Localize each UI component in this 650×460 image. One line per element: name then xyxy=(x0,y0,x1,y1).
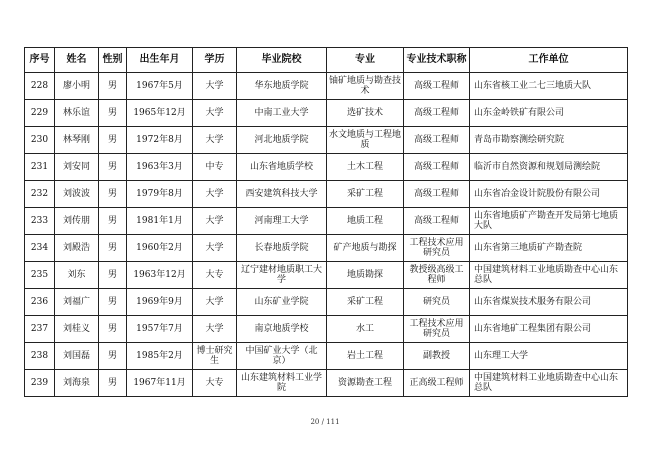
cell-education: 博士研究生 xyxy=(193,343,237,370)
cell-birth: 1963年12月 xyxy=(127,262,193,289)
cell-employer: 中国建筑材料工业地质勘查中心山东总队 xyxy=(470,262,628,289)
cell-serial: 234 xyxy=(25,235,55,262)
cell-education: 大专 xyxy=(193,370,237,397)
cell-birth: 1985年2月 xyxy=(127,343,193,370)
cell-employer: 中国建筑材料工业地质勘查中心山东总队 xyxy=(470,370,628,397)
cell-name: 刘东 xyxy=(55,262,99,289)
cell-title: 工程技术应用研究员 xyxy=(404,316,470,343)
cell-title: 正高级工程师 xyxy=(404,370,470,397)
cell-title: 副教授 xyxy=(404,343,470,370)
cell-gender: 男 xyxy=(99,370,127,397)
cell-name: 刘安同 xyxy=(55,154,99,181)
cell-education: 大学 xyxy=(193,289,237,316)
cell-major: 地质工程 xyxy=(327,208,404,235)
header-birth: 出生年月 xyxy=(127,48,193,73)
table-row xyxy=(25,127,628,154)
cell-education: 大学 xyxy=(193,316,237,343)
cell-title: 研究员 xyxy=(404,289,470,316)
cell-employer: 山东金岭铁矿有限公司 xyxy=(470,100,628,127)
header-major: 专业 xyxy=(327,48,404,73)
cell-name: 刘桂义 xyxy=(55,316,99,343)
cell-title: 高级工程师 xyxy=(404,100,470,127)
cell-education: 大学 xyxy=(193,235,237,262)
cell-serial: 232 xyxy=(25,181,55,208)
cell-name: 刘福广 xyxy=(55,289,99,316)
cell-gender: 男 xyxy=(99,208,127,235)
table-row xyxy=(25,343,628,370)
cell-employer: 山东省冶金设计院股份有限公司 xyxy=(470,181,628,208)
cell-employer: 山东省煤炭技术服务有限公司 xyxy=(470,289,628,316)
cell-birth: 1972年8月 xyxy=(127,127,193,154)
cell-school: 山东建筑材料工业学院 xyxy=(237,370,327,397)
cell-serial: 230 xyxy=(25,127,55,154)
cell-school: 山东省地质学校 xyxy=(237,154,327,181)
cell-school: 长春地质学院 xyxy=(237,235,327,262)
cell-title: 高级工程师 xyxy=(404,73,470,100)
table-row xyxy=(25,154,628,181)
cell-title: 高级工程师 xyxy=(404,181,470,208)
header-gender: 性别 xyxy=(99,48,127,73)
cell-major: 水文地质与工程地质 xyxy=(327,127,404,154)
header-title: 专业技术职称 xyxy=(404,48,470,73)
cell-serial: 231 xyxy=(25,154,55,181)
cell-gender: 男 xyxy=(99,235,127,262)
cell-school: 西安建筑科技大学 xyxy=(237,181,327,208)
header-education: 学历 xyxy=(193,48,237,73)
cell-education: 大专 xyxy=(193,262,237,289)
cell-gender: 男 xyxy=(99,100,127,127)
cell-serial: 238 xyxy=(25,343,55,370)
cell-school: 南京地质学校 xyxy=(237,316,327,343)
cell-serial: 237 xyxy=(25,316,55,343)
cell-name: 廖小明 xyxy=(55,73,99,100)
table-row xyxy=(25,235,628,262)
cell-employer: 山东省第三地质矿产勘查院 xyxy=(470,235,628,262)
cell-title: 高级工程师 xyxy=(404,154,470,181)
table-row xyxy=(25,73,628,100)
cell-name: 刘国磊 xyxy=(55,343,99,370)
cell-school: 华东地质学院 xyxy=(237,73,327,100)
cell-gender: 男 xyxy=(99,262,127,289)
cell-school: 山东矿业学院 xyxy=(237,289,327,316)
cell-name: 刘波波 xyxy=(55,181,99,208)
cell-school: 河北地质学院 xyxy=(237,127,327,154)
cell-school: 中南工业大学 xyxy=(237,100,327,127)
cell-education: 大学 xyxy=(193,100,237,127)
table-header-row xyxy=(25,48,628,73)
cell-school: 中国矿业大学（北京） xyxy=(237,343,327,370)
cell-serial: 228 xyxy=(25,73,55,100)
cell-gender: 男 xyxy=(99,316,127,343)
table-row xyxy=(25,208,628,235)
table-row xyxy=(25,316,628,343)
cell-employer: 山东省地矿工程集团有限公司 xyxy=(470,316,628,343)
cell-name: 林乐谊 xyxy=(55,100,99,127)
cell-title: 高级工程师 xyxy=(404,208,470,235)
cell-gender: 男 xyxy=(99,73,127,100)
cell-employer: 山东理工大学 xyxy=(470,343,628,370)
cell-major: 采矿工程 xyxy=(327,289,404,316)
cell-title: 工程技术应用研究员 xyxy=(404,235,470,262)
cell-name: 刘海泉 xyxy=(55,370,99,397)
cell-serial: 235 xyxy=(25,262,55,289)
cell-major: 岩土工程 xyxy=(327,343,404,370)
cell-major: 铀矿地质与勘查技术 xyxy=(327,73,404,100)
cell-major: 选矿技术 xyxy=(327,100,404,127)
cell-major: 水工 xyxy=(327,316,404,343)
cell-education: 大学 xyxy=(193,208,237,235)
cell-education: 大学 xyxy=(193,181,237,208)
cell-birth: 1967年5月 xyxy=(127,73,193,100)
cell-employer: 青岛市勘察测绘研究院 xyxy=(470,127,628,154)
page-number: 20 / 111 xyxy=(310,418,340,426)
cell-birth: 1963年3月 xyxy=(127,154,193,181)
cell-birth: 1969年9月 xyxy=(127,289,193,316)
cell-major: 采矿工程 xyxy=(327,181,404,208)
cell-serial: 233 xyxy=(25,208,55,235)
cell-major: 地质勘探 xyxy=(327,262,404,289)
cell-education: 大学 xyxy=(193,73,237,100)
cell-birth: 1960年2月 xyxy=(127,235,193,262)
table-row xyxy=(25,100,628,127)
cell-serial: 236 xyxy=(25,289,55,316)
cell-birth: 1965年12月 xyxy=(127,100,193,127)
cell-gender: 男 xyxy=(99,343,127,370)
cell-birth: 1979年8月 xyxy=(127,181,193,208)
cell-gender: 男 xyxy=(99,154,127,181)
header-serial: 序号 xyxy=(25,48,55,73)
table-row xyxy=(25,262,628,289)
cell-birth: 1981年1月 xyxy=(127,208,193,235)
header-name: 姓名 xyxy=(55,48,99,73)
cell-school: 河南理工大学 xyxy=(237,208,327,235)
cell-birth: 1967年11月 xyxy=(127,370,193,397)
cell-serial: 239 xyxy=(25,370,55,397)
cell-name: 刘传朋 xyxy=(55,208,99,235)
cell-birth: 1957年7月 xyxy=(127,316,193,343)
roster-table xyxy=(24,47,628,397)
cell-name: 林琴刚 xyxy=(55,127,99,154)
table-row xyxy=(25,370,628,397)
table-row xyxy=(25,181,628,208)
cell-education: 大学 xyxy=(193,127,237,154)
header-employer: 工作单位 xyxy=(470,48,628,73)
cell-major: 矿产地质与勘探 xyxy=(327,235,404,262)
cell-education: 中专 xyxy=(193,154,237,181)
cell-school: 辽宁建材地质职工大学 xyxy=(237,262,327,289)
cell-gender: 男 xyxy=(99,127,127,154)
cell-gender: 男 xyxy=(99,181,127,208)
header-school: 毕业院校 xyxy=(237,48,327,73)
cell-major: 资源勘查工程 xyxy=(327,370,404,397)
cell-employer: 山东省核工业二七三地质大队 xyxy=(470,73,628,100)
cell-gender: 男 xyxy=(99,289,127,316)
cell-major: 土木工程 xyxy=(327,154,404,181)
cell-employer: 临沂市自然资源和规划局测绘院 xyxy=(470,154,628,181)
cell-serial: 229 xyxy=(25,100,55,127)
cell-title: 高级工程师 xyxy=(404,127,470,154)
cell-employer: 山东省地质矿产勘查开发局第七地质大队 xyxy=(470,208,628,235)
table-row xyxy=(25,289,628,316)
cell-name: 刘殿浩 xyxy=(55,235,99,262)
cell-title: 教授级高级工程师 xyxy=(404,262,470,289)
